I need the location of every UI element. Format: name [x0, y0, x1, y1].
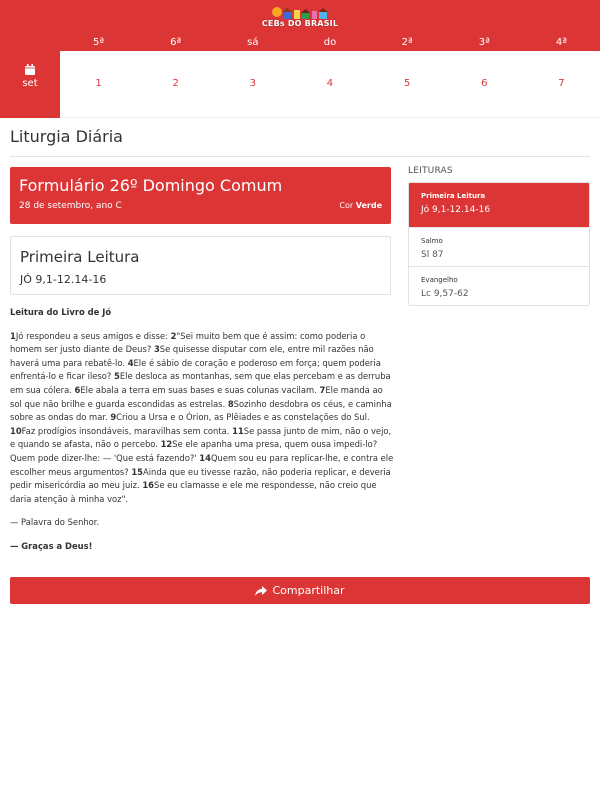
sidebar-item-ref: Sl 87 [421, 250, 444, 260]
verse-number: 9 [110, 412, 117, 423]
verse-number: 14 [199, 452, 211, 463]
sidebar-heading: LEITURAS [408, 166, 453, 176]
verse-number: 4 [127, 357, 134, 368]
logo-text: CEBs DO BRASIL [261, 19, 339, 28]
verse-text: Se passa junto de mim, não o vejo, e quando se afasta, não o percebo. [10, 425, 392, 450]
calendar-day[interactable]: 6 [481, 78, 488, 89]
liturgy-date: 28 de setembro, ano C [19, 201, 122, 211]
reading-closing: — Palavra do Senhor. [10, 517, 100, 528]
calendar-icon [25, 64, 35, 75]
verse-text: Quem sou eu para replicar-lhe, e contra ele escolher meus argumentos? [10, 452, 394, 477]
readings-sidebar [408, 165, 590, 306]
verse-text: Sozinho desdobra os céus, e caminha sobre as ondas do mar. [10, 398, 392, 423]
sidebar-item-label: Evangelho [421, 276, 458, 284]
weekday-label: 3ª [478, 37, 490, 48]
verse-text: Ele manda ao sol que não brilhe e guarda escondidas as estrelas. [10, 384, 383, 409]
reading-response: — Graças a Deus! [10, 540, 93, 551]
liturgy-header-card [10, 167, 391, 224]
calendar-day[interactable]: 5 [403, 78, 411, 89]
share-button[interactable] [10, 577, 590, 604]
color-label: Cor [339, 201, 354, 210]
calendar-day[interactable]: 4 [326, 78, 334, 89]
verse-number: 5 [114, 371, 120, 382]
calendar-day[interactable]: 7 [558, 78, 565, 89]
weekday-row [60, 34, 600, 51]
verse-number: 8 [227, 398, 234, 409]
verse-number: 7 [319, 384, 326, 395]
sidebar-item-salmo[interactable] [409, 227, 589, 266]
site-logo[interactable] [262, 6, 338, 28]
verse-number: 15 [131, 466, 143, 477]
weekday-label: 6ª [170, 37, 182, 48]
sidebar-item-primeira-leitura[interactable] [409, 183, 589, 227]
verse-number: 6 [74, 384, 81, 395]
verse-text: Faz prodígios insondáveis, maravilhas sem conta. [21, 425, 233, 436]
verse-text: Se eu clamasse e ele me respondesse, não creio que daria atenção à minha voz". [10, 480, 377, 504]
weekday-label: do [323, 37, 337, 48]
reading-title-card [10, 236, 391, 295]
verse-text: Criou a Ursa e o Órion, as Plêiades e as constelações do Sul. [116, 412, 370, 423]
verse-number: 16 [142, 480, 154, 491]
page-title: Liturgia Diária [10, 127, 123, 146]
verse-number: 2 [170, 330, 177, 341]
reading-body [10, 306, 394, 554]
calendar-day[interactable]: 2 [172, 78, 179, 89]
weekday-label: sá [247, 37, 259, 48]
calendar-day[interactable]: 1 [95, 78, 102, 89]
weekday-label: 2ª [401, 37, 413, 48]
sidebar-item-evangelho[interactable] [409, 266, 589, 305]
reading-intro: Leitura do Livro de Jó [10, 307, 112, 317]
verse-text: Se quisesse disputar com ele, entre mil razões não haverá uma para rebatê-lo. [10, 344, 374, 368]
title-divider [10, 156, 590, 157]
verse-text: Ainda que eu tivesse razão, não poderia replicar, e deveria pedir misericórdia ao meu juiz. [10, 466, 391, 491]
sidebar-item-label: Primeira Leitura [421, 192, 486, 200]
color-value: Verde [355, 201, 382, 210]
verse-text: Ele é sábio de coração e poderoso em força; quem poderia enfrentá-lo e ficar ileso? [10, 357, 381, 382]
share-icon [255, 586, 267, 596]
verse-text: Ele desloca as montanhas, sem que elas percebam e as derruba em sua cólera. [10, 371, 391, 395]
reading-title: Primeira Leitura [20, 248, 140, 266]
liturgical-color [339, 201, 382, 210]
verse-text: Ele abala a terra em suas bases e suas colunas vacilam. [80, 384, 320, 395]
top-bar [0, 0, 600, 34]
verse-number: 12 [160, 439, 173, 450]
weekday-label: 4ª [555, 37, 567, 48]
week-calendar [0, 34, 600, 118]
calendar-month-label: set [22, 77, 38, 89]
reading-text [10, 330, 394, 507]
sidebar-item-ref: Lc 9,57-62 [421, 289, 469, 299]
readings-list [408, 182, 590, 306]
calendar-month-button[interactable] [0, 34, 60, 118]
sidebar-item-label: Salmo [421, 237, 443, 245]
calendar-day[interactable]: 3 [249, 78, 257, 89]
reading-reference: JÓ 9,1-12.14-16 [20, 273, 107, 286]
sidebar-item-ref: Jó 9,1-12.14-16 [421, 205, 491, 215]
verse-number: 11 [232, 425, 244, 436]
verse-text: Se ele apanha uma presa, quem ousa impedi-lo? Quem pode dizer-lhe: — 'Que está fazendo?' [10, 439, 378, 463]
verse-text: "Sei muito bem que é assim: como poderia o homem ser justo diante de Deus? [10, 330, 366, 355]
verse-number: 3 [153, 344, 160, 355]
liturgy-title: Formulário 26º Domingo Comum [19, 176, 283, 195]
verse-text: Jó respondeu a seus amigos e disse: [15, 330, 171, 341]
logo-illustration-icon [267, 6, 333, 20]
verse-number: 1 [10, 330, 16, 341]
day-row [60, 51, 600, 118]
weekday-label: 5ª [93, 37, 105, 48]
share-label: Compartilhar [272, 584, 345, 597]
verse-number: 10 [10, 425, 22, 436]
